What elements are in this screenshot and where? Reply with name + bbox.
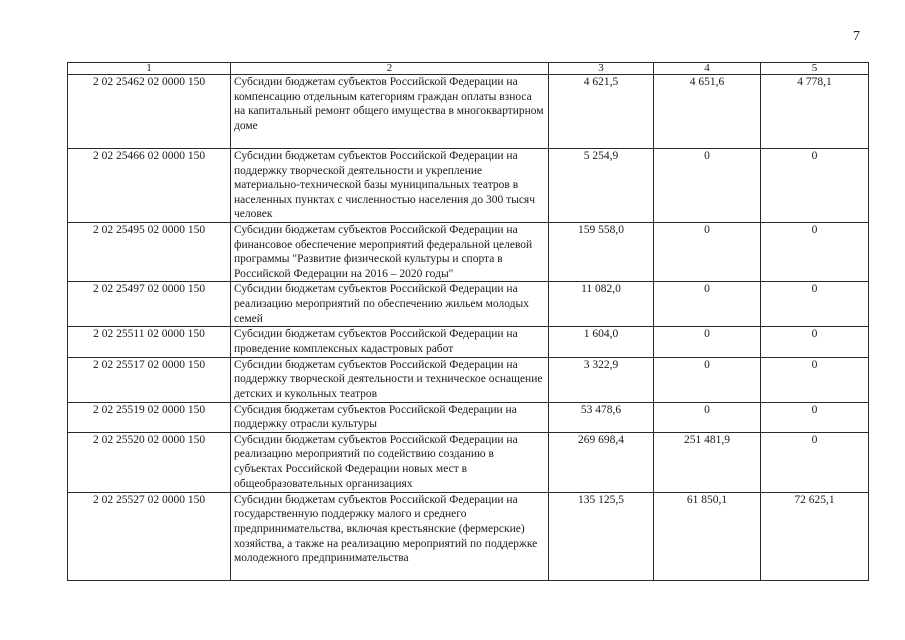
table-row xyxy=(68,492,869,580)
value-cell-col4: 0 xyxy=(654,149,761,223)
value-cell-col5: 0 xyxy=(761,223,869,282)
column-header-5: 5 xyxy=(761,63,869,75)
budget-code-cell: 2 02 25517 02 0000 150 xyxy=(68,357,231,402)
description-cell: Субсидии бюджетам субъектов Российской Федерации на реализацию мероприятий по обеспечению жильем молодых семей xyxy=(231,282,549,327)
budget-code-cell: 2 02 25495 02 0000 150 xyxy=(68,223,231,282)
value-cell-col3: 11 082,0 xyxy=(549,282,654,327)
table-row xyxy=(68,357,869,402)
budget-code-cell: 2 02 25520 02 0000 150 xyxy=(68,432,231,492)
value-cell-col4: 4 651,6 xyxy=(654,75,761,149)
table-row xyxy=(68,432,869,492)
table-row xyxy=(68,149,869,223)
page-number: 7 xyxy=(853,29,860,44)
value-cell-col5: 0 xyxy=(761,149,869,223)
value-cell-col5: 0 xyxy=(761,357,869,402)
header-row xyxy=(68,63,869,75)
column-header-2: 2 xyxy=(231,63,549,75)
budget-code-cell: 2 02 25462 02 0000 150 xyxy=(68,75,231,149)
budget-code-cell: 2 02 25511 02 0000 150 xyxy=(68,327,231,357)
description-cell: Субсидии бюджетам субъектов Российской Федерации на компенсацию отдельным категориям граждан оплаты взноса на капитальный ремонт общего имущества в многоквартирном доме xyxy=(231,75,549,149)
value-cell-col4: 0 xyxy=(654,282,761,327)
budget-code-cell: 2 02 25466 02 0000 150 xyxy=(68,149,231,223)
table-row xyxy=(68,402,869,432)
value-cell-col5: 0 xyxy=(761,282,869,327)
table-row xyxy=(68,75,869,149)
table-row xyxy=(68,327,869,357)
description-cell: Субсидия бюджетам субъектов Российской Федерации на поддержку отрасли культуры xyxy=(231,402,549,432)
value-cell-col5: 4 778,1 xyxy=(761,75,869,149)
value-cell-col5: 0 xyxy=(761,402,869,432)
budget-code-cell: 2 02 25527 02 0000 150 xyxy=(68,492,231,580)
description-cell: Субсидии бюджетам субъектов Российской Федерации на проведение комплексных кадастровых работ xyxy=(231,327,549,357)
budget-code-cell: 2 02 25519 02 0000 150 xyxy=(68,402,231,432)
value-cell-col4: 251 481,9 xyxy=(654,432,761,492)
value-cell-col5: 72 625,1 xyxy=(761,492,869,580)
budget-table xyxy=(67,62,869,581)
value-cell-col3: 5 254,9 xyxy=(549,149,654,223)
column-header-1: 1 xyxy=(68,63,231,75)
value-cell-col3: 159 558,0 xyxy=(549,223,654,282)
value-cell-col3: 3 322,9 xyxy=(549,357,654,402)
value-cell-col4: 0 xyxy=(654,402,761,432)
table-row xyxy=(68,282,869,327)
table-row xyxy=(68,223,869,282)
description-cell: Субсидии бюджетам субъектов Российской Федерации на поддержку творческой деятельности и техническое оснащение детских и кукольных театров xyxy=(231,357,549,402)
description-cell: Субсидии бюджетам субъектов Российской Федерации на государственную поддержку малого и среднего предпринимательства, включая крестьянские (фермерские) хозяйства, а также на реализацию мероприятий по поддержке молодежного предпринимательства xyxy=(231,492,549,580)
column-header-4: 4 xyxy=(654,63,761,75)
value-cell-col3: 1 604,0 xyxy=(549,327,654,357)
value-cell-col4: 0 xyxy=(654,327,761,357)
column-header-3: 3 xyxy=(549,63,654,75)
description-cell: Субсидии бюджетам субъектов Российской Федерации на реализацию мероприятий по содействию созданию в субъектах Российской Федерации новых мест в общеобразовательных организациях xyxy=(231,432,549,492)
value-cell-col3: 53 478,6 xyxy=(549,402,654,432)
value-cell-col4: 0 xyxy=(654,357,761,402)
description-cell: Субсидии бюджетам субъектов Российской Федерации на поддержку творческой деятельности и укрепление материально-технической базы муниципальных театров в населенных пунктах с численностью населения до 300 тысяч человек xyxy=(231,149,549,223)
value-cell-col4: 0 xyxy=(654,223,761,282)
value-cell-col5: 0 xyxy=(761,432,869,492)
table-body xyxy=(68,75,869,581)
value-cell-col3: 135 125,5 xyxy=(549,492,654,580)
description-cell: Субсидии бюджетам субъектов Российской Федерации на финансовое обеспечение мероприятий федеральной целевой программы "Развитие физической культуры и спорта в Российской Федерации на 2016 – 2020 годы" xyxy=(231,223,549,282)
value-cell-col4: 61 850,1 xyxy=(654,492,761,580)
value-cell-col3: 4 621,5 xyxy=(549,75,654,149)
budget-code-cell: 2 02 25497 02 0000 150 xyxy=(68,282,231,327)
value-cell-col5: 0 xyxy=(761,327,869,357)
value-cell-col3: 269 698,4 xyxy=(549,432,654,492)
